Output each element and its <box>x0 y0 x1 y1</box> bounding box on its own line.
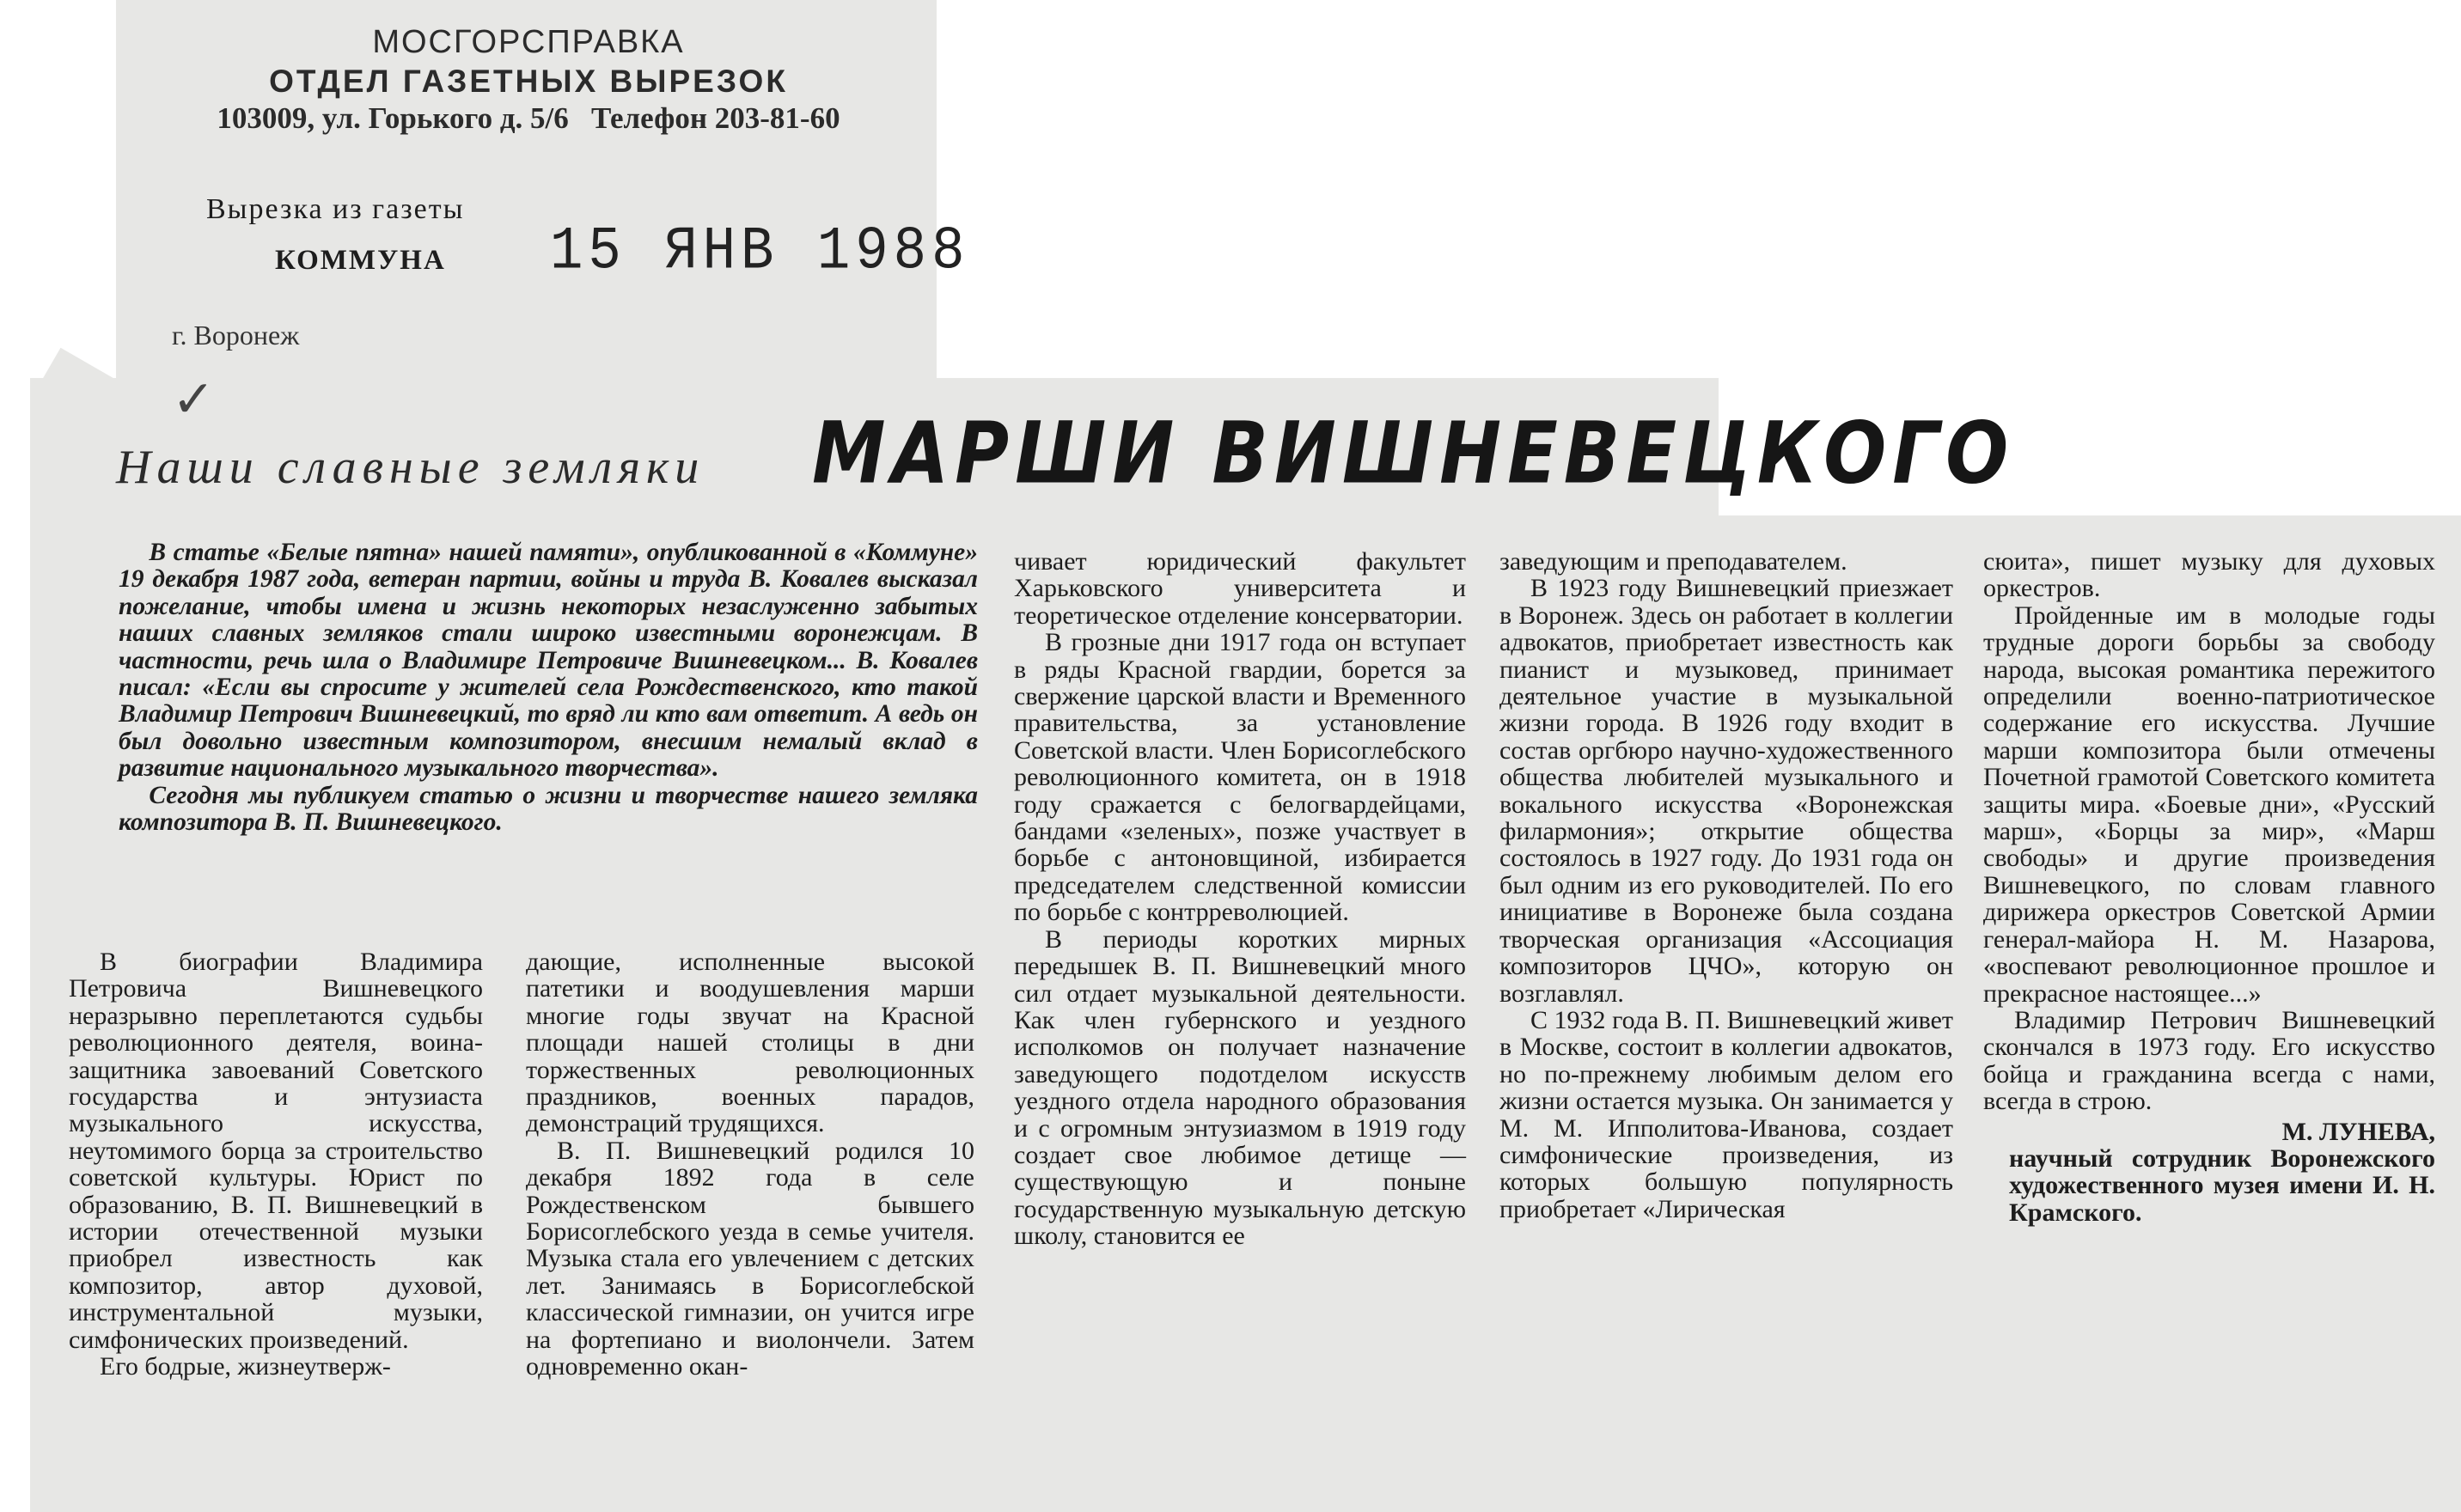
lead-text-1: В статье «Белые пятна» нашей памяти», опубликованной в «Коммуне» 19 декабря 1987 года, ветеран партии, войны и труда В. Ковалев высказал пожелание, чтобы имена и жизнь некоторых незаслуженно забытых наших славных земляков стали широко известными воронежцам. В частности, речь шла о Владимире Петровиче Вишневецком... В. Ковалев писал: «Если вы спросите у жителей села Рождественского, кто такой Владимир Петрович Вишневецкий, то вряд ли кто вам ответит. А ведь он был довольно известным композитором, внесшим немалый вклад в развитие национального музыкального творчества». <box>119 539 978 783</box>
paragraph: дающие, исполненные высокой патетики и воодушевления марши многие годы звучат на Красной площади нашей столицы в дни торжественных революционных праздников, военных парадов, демонстраций трудящихся. <box>526 948 974 1138</box>
column-1 <box>69 948 483 1381</box>
paragraph: Владимир Петрович Вишневецкий скончался в 1973 году. Его искусство бойца и гражданина всегда с нами, всегда в строю. <box>1983 1005 2435 1116</box>
column-3 <box>1014 548 1466 1250</box>
stamp-department: ОТДЕЛ ГАЗЕТНЫХ ВЫРЕЗОК <box>269 64 788 99</box>
paragraph: чивает юридический факультет Харьковского университета и теоретическое отделение консерватории. <box>1014 547 1466 630</box>
lead-text-2: Сегодня мы публикуем статью о жизни и творчестве нашего земляка композитора В. П. Вишневецкого. <box>119 781 978 837</box>
paragraph: В 1923 году Вишневецкий приезжает в Воронеж. Здесь он работает в коллегии адвокатов, приобретает известность как пианист и музыковед, принимает деятельное участие в музыкальной жизни города. В 1926 году входит в состав оргбюро научно-художественного общества любителей музыкального и вокального искусства «Воронежская филармония»; открытие общества состоялось в 1927 году. До 1931 года он был одним из его руководителей. По его инициативе в Воронеже была создана творческая организация «Ассоциация композиторов ЦЧО», которую он возглавлял. <box>1499 574 1953 1008</box>
lead-paragraph <box>119 540 978 836</box>
headline: МАРШИ ВИШНЕВЕЦКОГО <box>812 404 2015 503</box>
author-role: научный сотрудник Воронежского художественного музея имени И. Н. Крамского. <box>2009 1143 2435 1227</box>
rubric: Наши славные земляки <box>116 441 705 494</box>
paragraph: заведующим и преподавателем. <box>1499 547 1847 576</box>
newspaper-name: КОММУНА <box>275 245 446 276</box>
paragraph: В биографии Владимира Петровича Вишневецкого неразрывно переплетаются судьбы революционного деятеля, воина-защитника завоеваний Советского государства и энтузиаста музыкального искусства, неутомимого борца за строительство советской культуры. Юрист по образованию, В. П. Вишневецкий в истории отечественной музыки приобрел известность как композитор, автор духовой, инструментальной музыки, симфонических произведений. <box>69 948 483 1354</box>
paragraph: сюита», пишет музыку для духовых оркестров. <box>1983 547 2435 603</box>
stamp-address: 103009, ул. Горького д. 5/6 Телефон 203-81-60 <box>217 101 840 135</box>
date-stamp: 15 ЯНВ 1988 <box>550 218 970 287</box>
cut-label: Вырезка из газеты <box>206 193 465 225</box>
paragraph: В периоды коротких мирных передышек В. П. Вишневецкий много сил отдает музыкальной деятельности. Как член губернского и уездного исполкомов он получает назначение заведующего подотделом искусств уездного отдела народного образования и с огромным энтузиазмом в 1919 году создает свое любимое детище — существующую и поныне государственную музыкальную детскую школу, становится ее <box>1014 924 1466 1251</box>
author-name: М. ЛУНЕВА, <box>2281 1117 2435 1146</box>
paragraph: С 1932 года В. П. Вишневецкий живет в Москве, состоит в коллегии адвокатов, но по-прежнему любимым делом его жизни остается музыка. Он занимается у М. М. Ипполитова-Иванова, создает симфонические произведения, из которых большую популярность приобретает «Лирическая <box>1499 1005 1953 1223</box>
stamp-org: МОСГОРСПРАВКА <box>372 24 685 60</box>
paragraph: В грозные дни 1917 года он вступает в ряды Красной гвардии, борется за свержение царской власти и Временного правительства, за установление Советской власти. Член Борисоглебского революционного комитета, он в 1918 году сражается с белогвардейцами, бандами «зеленых», позже участвует в борьбе с антоновщиной, избирается председателем следственной комиссии по борьбе с контрреволюцией. <box>1014 628 1466 927</box>
column-4 <box>1499 548 1953 1222</box>
paragraph: В. П. Вишневецкий родился 10 декабря 1892 года в селе Рождественском бывшего Борисоглебского уезда в семье учителя. Музыка стала его увлечением с детских лет. Занимаясь в Борисоглебской классической гимназии, он учится игре на фортепиано и виолончели. Затем одновременно окан- <box>526 1136 974 1381</box>
column-5 <box>1983 548 2435 1226</box>
paragraph: Пройденные им в молодые годы трудные дороги борьбы за свободу народа, высокая романтика пережитого определили военно-патриотическое содержание его искусства. Лучшие марши композитора были отмечены Почетной грамотой Советского комитета защиты мира. «Боевые дни», «Русский марш», «Борцы за мир», «Марш свободы» и другие произведения Вишневецкого, по словам главного дирижера оркестров Советской Армии генерал-майора Н. М. Назарова, «воспевают революционное прошлое и прекрасное настоящее...» <box>1983 601 2435 1008</box>
paragraph: Его бодрые, жизнеутверж- <box>100 1352 391 1381</box>
city-label: г. Воронеж <box>172 320 300 351</box>
column-2 <box>526 948 974 1381</box>
check-mark-icon: ✓ <box>172 371 216 428</box>
